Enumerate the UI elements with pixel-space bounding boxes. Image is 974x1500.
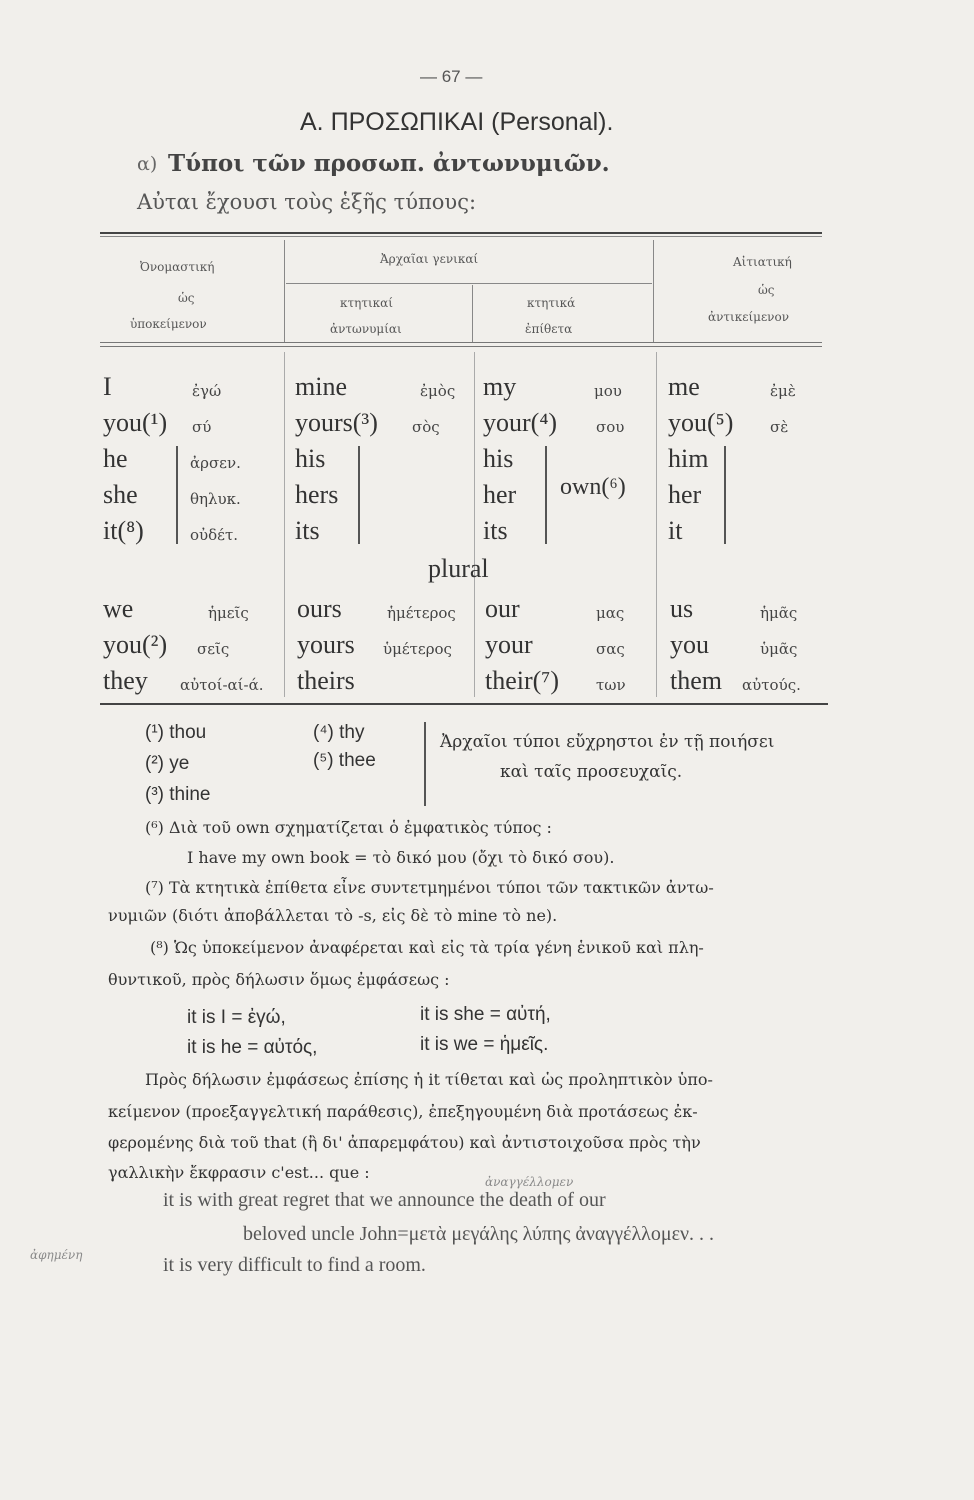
pl-acc-en-2: you [670, 630, 709, 659]
col-sep-2 [472, 285, 473, 342]
own-label: own(⁶) [560, 474, 626, 500]
body-sep-3 [656, 352, 657, 697]
pl-pron-en-1: ours [297, 594, 342, 623]
nom-gr-1: ἐγώ [192, 382, 222, 400]
nom-gr-5: οὐδέτ. [190, 526, 239, 544]
footnote-1: (¹) thou [145, 722, 207, 743]
footnote-8-line-1: (⁸) Ὡς ὑποκείμενον ἀναφέρεται καὶ εἰς τὰ τρία γένη ἑνικοῦ καὶ πλη- [150, 938, 704, 957]
pl-acc-en-3: them [670, 666, 722, 695]
pl-acc-gr-2: ὑμᾶς [760, 640, 798, 658]
header-bottom-rule [100, 342, 822, 343]
acc-gr-1: ἐμὲ [770, 382, 796, 400]
acc-gr-2: σὲ [770, 418, 789, 436]
example-1: it is I = ἐγώ, [187, 1007, 286, 1028]
pl-nom-gr-3: αὐτοί-αί-ά. [180, 676, 264, 694]
margin-annotation: ἀφημένη [30, 1248, 83, 1262]
nom-en-3: he [103, 444, 128, 473]
acc-en-2: you(⁵) [668, 408, 734, 437]
col-sep-1 [284, 240, 285, 342]
adj-en-5: its [483, 516, 508, 545]
archaic-note-2: καὶ ταῖς προσευχαῖς. [500, 762, 683, 782]
footnote-bracket [424, 722, 426, 806]
pl-adj-en-2: your [485, 630, 533, 659]
acc-en-3: him [668, 444, 709, 473]
gender-bracket-1 [176, 446, 178, 544]
example-2: it is she = αὐτή, [420, 1004, 551, 1025]
plural-label: plural [428, 554, 489, 583]
table-bottom-rule [100, 703, 828, 705]
paragraph-line-3: φερομένης διὰ τοῦ that (ἢ δι' ἀπαρεμφάτου) καὶ ἀντιστοιχοῦσα πρὸς τὴν [108, 1133, 701, 1152]
footnote-7-line-2: νυμιῶν (διότι ἀποβάλλεται τὸ -s, εἰς δὲ τὸ mine τὸ ne). [108, 906, 558, 925]
section-heading: A. ΠΡΟΣΩΠΙΚΑΙ (Personal). [300, 108, 614, 136]
pl-pron-en-3: theirs [297, 666, 355, 695]
pron-gr-1: ἐμὸς [420, 382, 456, 400]
table-top-rule [100, 232, 822, 234]
pl-nom-en-2: you(²) [103, 630, 168, 659]
nom-en-1: I [103, 372, 112, 401]
adj-en-4: her [483, 480, 517, 509]
footnote-2: (²) ye [145, 753, 190, 774]
quote-line-3: it is very difficult to find a room. [163, 1254, 426, 1276]
pl-adj-gr-2: σας [596, 640, 625, 658]
adj-gr-1: μου [594, 382, 622, 400]
pron-en-5: its [295, 516, 320, 545]
paragraph-line-2: κείμενον (προεξαγγελτική παράθεσις), ἐπεξηγουμένη διὰ προτάσεως ἐκ- [108, 1102, 698, 1121]
pl-acc-en-1: us [670, 594, 694, 623]
nom-en-5: it(⁸) [103, 516, 144, 545]
body-sep-2 [474, 352, 475, 697]
pron-bracket [358, 446, 360, 544]
body-sep-1 [284, 352, 285, 697]
adj-en-3: his [483, 444, 514, 473]
pl-adj-en-3: their(⁷) [485, 666, 560, 695]
footnote-4: (⁴) thy [313, 722, 365, 743]
acc-en-1: me [668, 372, 700, 401]
acc-en-4: her [668, 480, 702, 509]
nom-gr-4: θηλυκ. [190, 490, 241, 508]
footnote-7-line-1: (⁷) Τὰ κτητικὰ ἐπίθετα εἶνε συντετμημένοι τύποι τῶν τακτικῶν ἀντω- [145, 878, 714, 897]
header-genitive-underline [286, 283, 652, 284]
intro-text: Αὐται ἔχουσι τοὺς ἑξῆς τύπους: [137, 190, 477, 214]
nom-en-2: you(¹) [103, 408, 168, 437]
pron-en-3: his [295, 444, 326, 473]
pl-adj-en-1: our [485, 594, 520, 623]
pron-en-4: hers [295, 480, 339, 509]
footnote-5: (⁵) thee [313, 750, 376, 771]
example-4: it is we = ἡμεῖς. [420, 1034, 549, 1055]
pl-pron-en-2: yours [297, 630, 355, 659]
adj-bracket [545, 446, 547, 544]
pl-pron-gr-2: ὑμέτερος [383, 640, 452, 658]
pron-gr-2: σὸς [412, 418, 440, 436]
nom-gr-2: σύ [192, 418, 212, 436]
pron-en-2: yours(³) [295, 408, 378, 437]
footnote-6-line-2: I have my own book = τὸ δικό μου (ὄχι τὸ δικό σου). [187, 848, 615, 867]
pl-adj-gr-1: μας [596, 604, 625, 622]
pl-nom-gr-2: σεῖς [197, 640, 230, 658]
announce-annotation: ἀναγγέλλομεν [485, 1175, 574, 1189]
paragraph-line-4: γαλλικὴν ἔκφρασιν c'est... que : [108, 1163, 370, 1182]
subheading: Τύποι τῶν προσωπ. ἀντωνυμιῶν. [168, 150, 610, 177]
archaic-note-1: Ἀρχαῖοι τύποι εὔχρηστοι ἐν τῇ ποιήσει [440, 732, 775, 752]
footnote-8-line-2: θυντικοῦ, πρὸς δήλωσιν ὅμως ἐμφάσεως : [108, 970, 450, 989]
pl-acc-gr-3: αὐτούς. [742, 676, 801, 694]
header-bottom-rule-2 [100, 346, 822, 347]
page-number: — 67 — [420, 67, 483, 86]
pl-nom-gr-1: ἡμεῖς [208, 604, 249, 622]
paragraph-line-1: Πρὸς δήλωσιν ἐμφάσεως ἐπίσης ἡ it τίθεται καὶ ὡς προληπτικὸν ὑπο- [145, 1070, 713, 1089]
header-genitive-group: Ἀρχαῖαι γενικαί [380, 252, 479, 266]
subheading-label: α) [137, 153, 158, 175]
adj-en-2: your(⁴) [483, 408, 558, 437]
acc-bracket [724, 446, 726, 544]
table-top-rule-2 [100, 236, 822, 237]
acc-en-5: it [668, 516, 683, 545]
example-3: it is he = αὐτός, [187, 1037, 318, 1058]
quote-line-1: it is with great regret that we announce the death of our [163, 1189, 606, 1211]
adj-gr-2: σου [596, 418, 625, 436]
pl-nom-en-1: we [103, 594, 134, 623]
pl-adj-gr-3: των [596, 676, 626, 694]
pl-pron-gr-1: ἡμέτερος [387, 604, 456, 622]
nom-en-4: she [103, 480, 138, 509]
nom-gr-3: ἀρσεν. [190, 454, 241, 472]
pl-acc-gr-1: ἡμᾶς [760, 604, 798, 622]
footnote-3: (³) thine [145, 784, 211, 805]
footnote-6-line-1: (⁶) Διὰ τοῦ own σχηματίζεται ὁ ἐμφατικὸς τύπος : [145, 818, 552, 837]
col-sep-3 [653, 240, 654, 342]
quote-line-2: beloved uncle John=μετὰ μεγάλης λύπης ἀναγγέλλομεν. . . [243, 1223, 715, 1245]
pl-nom-en-3: they [103, 666, 148, 695]
adj-en-1: my [483, 372, 517, 401]
pron-en-1: mine [295, 372, 347, 401]
